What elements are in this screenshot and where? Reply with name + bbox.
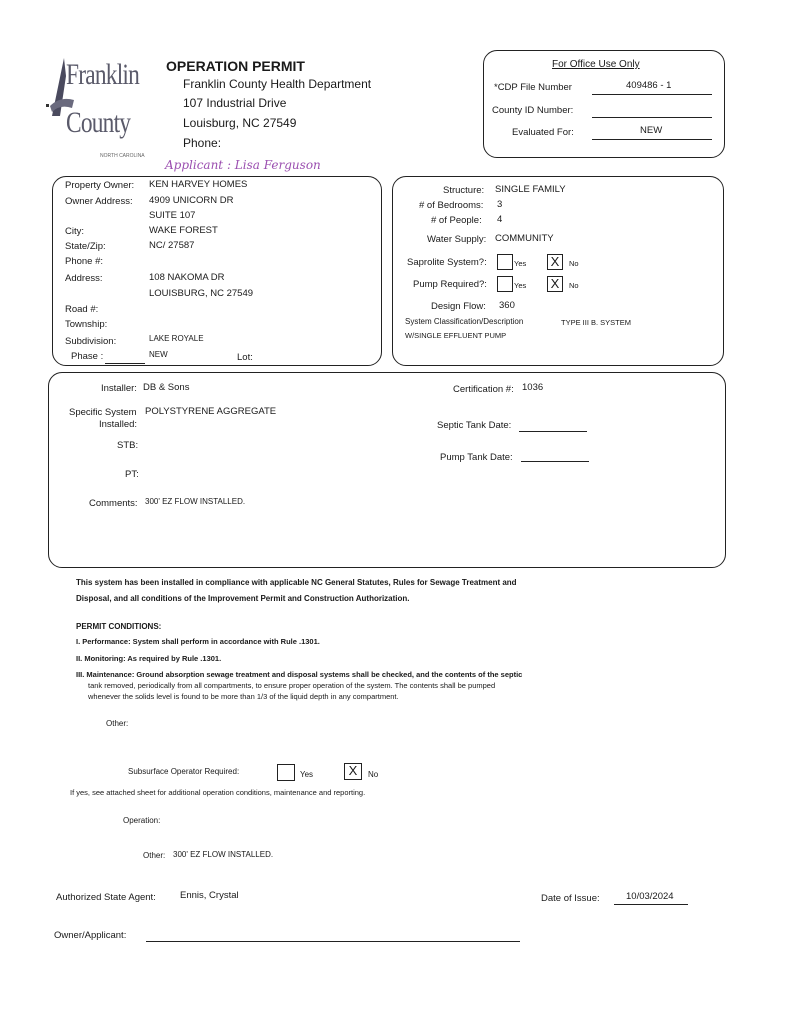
logo-line2: County xyxy=(66,106,131,139)
subdivision-value: LAKE ROYALE xyxy=(149,334,204,343)
county-id-label: County ID Number: xyxy=(492,105,574,116)
specific-system-label: Specific System xyxy=(69,407,137,418)
saprolite-label: Saprolite System?: xyxy=(407,257,487,268)
statezip-label: State/Zip: xyxy=(65,241,106,252)
property-box xyxy=(52,176,382,366)
city-value: WAKE FOREST xyxy=(149,225,218,236)
if-yes-note: If yes, see attached sheet for additional operation conditions, maintenance and reporting. xyxy=(70,788,366,797)
design-flow-value: 360 xyxy=(499,300,515,311)
file-number-label: *CDP File Number xyxy=(494,82,572,93)
structure-label: Structure: xyxy=(443,185,485,196)
design-flow-label: Design Flow: xyxy=(431,301,486,312)
specific-system-value: POLYSTYRENE AGGREGATE xyxy=(145,406,277,417)
operator-yes-label: Yes xyxy=(300,770,314,779)
condition-maintenance-a: III. Maintenance: Ground absorption sewage treatment and disposal systems shall be checked, and the contents of the septic xyxy=(76,670,523,679)
structure-box xyxy=(392,176,724,366)
comments-value: 300' EZ FLOW INSTALLED. xyxy=(145,497,246,506)
operator-required-label: Subsurface Operator Required: xyxy=(128,767,240,776)
operator-yes-checkbox[interactable] xyxy=(277,764,295,781)
phase-value: NEW xyxy=(149,350,168,359)
classification-value: TYPE III B. SYSTEM xyxy=(561,318,632,327)
bedrooms-value: 3 xyxy=(497,199,503,210)
dept-name: Franklin County Health Department xyxy=(183,77,372,91)
handwritten-applicant-note: Applicant : Lisa Ferguson xyxy=(165,158,321,172)
owner-label: Property Owner: xyxy=(65,180,135,191)
stb-label: STB: xyxy=(117,440,139,451)
operator-no-label: No xyxy=(368,770,379,779)
owner-address-label: Owner Address: xyxy=(65,196,133,207)
statezip-value: NC/ 27587 xyxy=(149,240,195,251)
installation-box xyxy=(48,372,726,568)
date-of-issue-label: Date of Issue: xyxy=(541,893,600,904)
evaluated-for-value: NEW xyxy=(640,125,663,136)
phone-label: Phone #: xyxy=(65,256,104,267)
page-title: OPERATION PERMIT xyxy=(166,58,305,74)
comments-label: Comments: xyxy=(89,498,138,509)
condition-maintenance-b: tank removed, periodically from all compartments, to ensure proper operation of the system. The contents shall be pumped xyxy=(88,681,496,690)
certification-label: Certification #: xyxy=(453,384,514,395)
other2-label: Other: xyxy=(143,851,166,860)
classification-label: System Classification/Description xyxy=(405,317,524,326)
pump-required-label: Pump Required?: xyxy=(413,279,487,290)
conditions-heading: PERMIT CONDITIONS: xyxy=(76,622,162,631)
owner-signature-line xyxy=(146,941,520,942)
address-label: Address: xyxy=(65,273,103,284)
pump-tank-date-label: Pump Tank Date: xyxy=(440,452,513,463)
saprolite-no-checkbox[interactable]: X xyxy=(547,254,563,270)
structure-value: SINGLE FAMILY xyxy=(495,184,566,195)
compliance-line2: Disposal, and all conditions of the Improvement Permit and Construction Authorization. xyxy=(76,594,410,603)
road-label: Road #: xyxy=(65,304,99,315)
subdivision-label: Subdivision: xyxy=(65,336,117,347)
condition-maintenance-c: whenever the solids level is found to be more than 1/3 of the liquid depth in any compartment. xyxy=(88,692,399,701)
dept-phone-label: Phone: xyxy=(183,136,222,150)
people-value: 4 xyxy=(497,214,503,225)
classification-value-2: W/SINGLE EFFLUENT PUMP xyxy=(405,331,507,340)
phase-label: Phase : xyxy=(71,351,104,362)
owner-address-line1: 4909 UNICORN DR xyxy=(149,195,234,206)
owner-address-line2: SUITE 107 xyxy=(149,210,196,221)
logo-line1: Franklin xyxy=(66,58,140,91)
certification-value: 1036 xyxy=(522,382,544,393)
installed-label: Installed: xyxy=(99,419,138,430)
date-of-issue-value: 10/03/2024 xyxy=(626,891,674,902)
saprolite-no-label: No xyxy=(569,259,579,268)
township-label: Township: xyxy=(65,319,108,330)
installer-label: Installer: xyxy=(101,383,137,394)
operation-label: Operation: xyxy=(123,816,161,825)
installer-value: DB & Sons xyxy=(143,382,190,393)
saprolite-yes-checkbox[interactable] xyxy=(497,254,513,270)
file-number-value: 409486 - 1 xyxy=(626,80,672,91)
office-use-heading: For Office Use Only xyxy=(552,59,640,70)
agent-value: Ennis, Crystal xyxy=(180,890,239,901)
septic-tank-date-label: Septic Tank Date: xyxy=(437,420,512,431)
pt-label: PT: xyxy=(125,469,139,480)
condition-performance: I. Performance: System shall perform in accordance with Rule .1301. xyxy=(76,637,320,646)
evaluated-for-label: Evaluated For: xyxy=(512,127,574,138)
compliance-line1: This system has been installed in compliance with applicable NC General Statutes, Rules for Sewage Treatment and xyxy=(76,578,517,587)
pump-no-checkbox[interactable]: X xyxy=(547,276,563,292)
pump-yes-checkbox[interactable] xyxy=(497,276,513,292)
operator-no-checkbox[interactable]: X xyxy=(344,763,362,780)
people-label: # of People: xyxy=(431,215,482,226)
office-use-box xyxy=(483,50,725,158)
water-supply-label: Water Supply: xyxy=(427,234,487,245)
owner-value: KEN HARVEY HOMES xyxy=(149,179,248,190)
agent-label: Authorized State Agent: xyxy=(56,892,156,903)
pump-no-label: No xyxy=(569,281,579,290)
dept-city: Louisburg, NC 27549 xyxy=(183,116,297,130)
dept-street: 107 Industrial Drive xyxy=(183,96,287,110)
address-line2: LOUISBURG, NC 27549 xyxy=(149,288,254,299)
address-line1: 108 NAKOMA DR xyxy=(149,272,225,283)
saprolite-yes-label: Yes xyxy=(514,259,527,268)
logo-tagline: NORTH CAROLINA xyxy=(100,153,145,159)
owner-applicant-label: Owner/Applicant: xyxy=(54,930,127,941)
bedrooms-label: # of Bedrooms: xyxy=(419,200,484,211)
condition-monitoring: II. Monitoring: As required by Rule .1301. xyxy=(76,654,222,663)
lot-label: Lot: xyxy=(237,352,253,363)
other-label: Other: xyxy=(106,719,129,728)
city-label: City: xyxy=(65,226,84,237)
other2-value: 300' EZ FLOW INSTALLED. xyxy=(173,850,274,859)
pump-yes-label: Yes xyxy=(514,281,527,290)
water-supply-value: COMMUNITY xyxy=(495,233,554,244)
